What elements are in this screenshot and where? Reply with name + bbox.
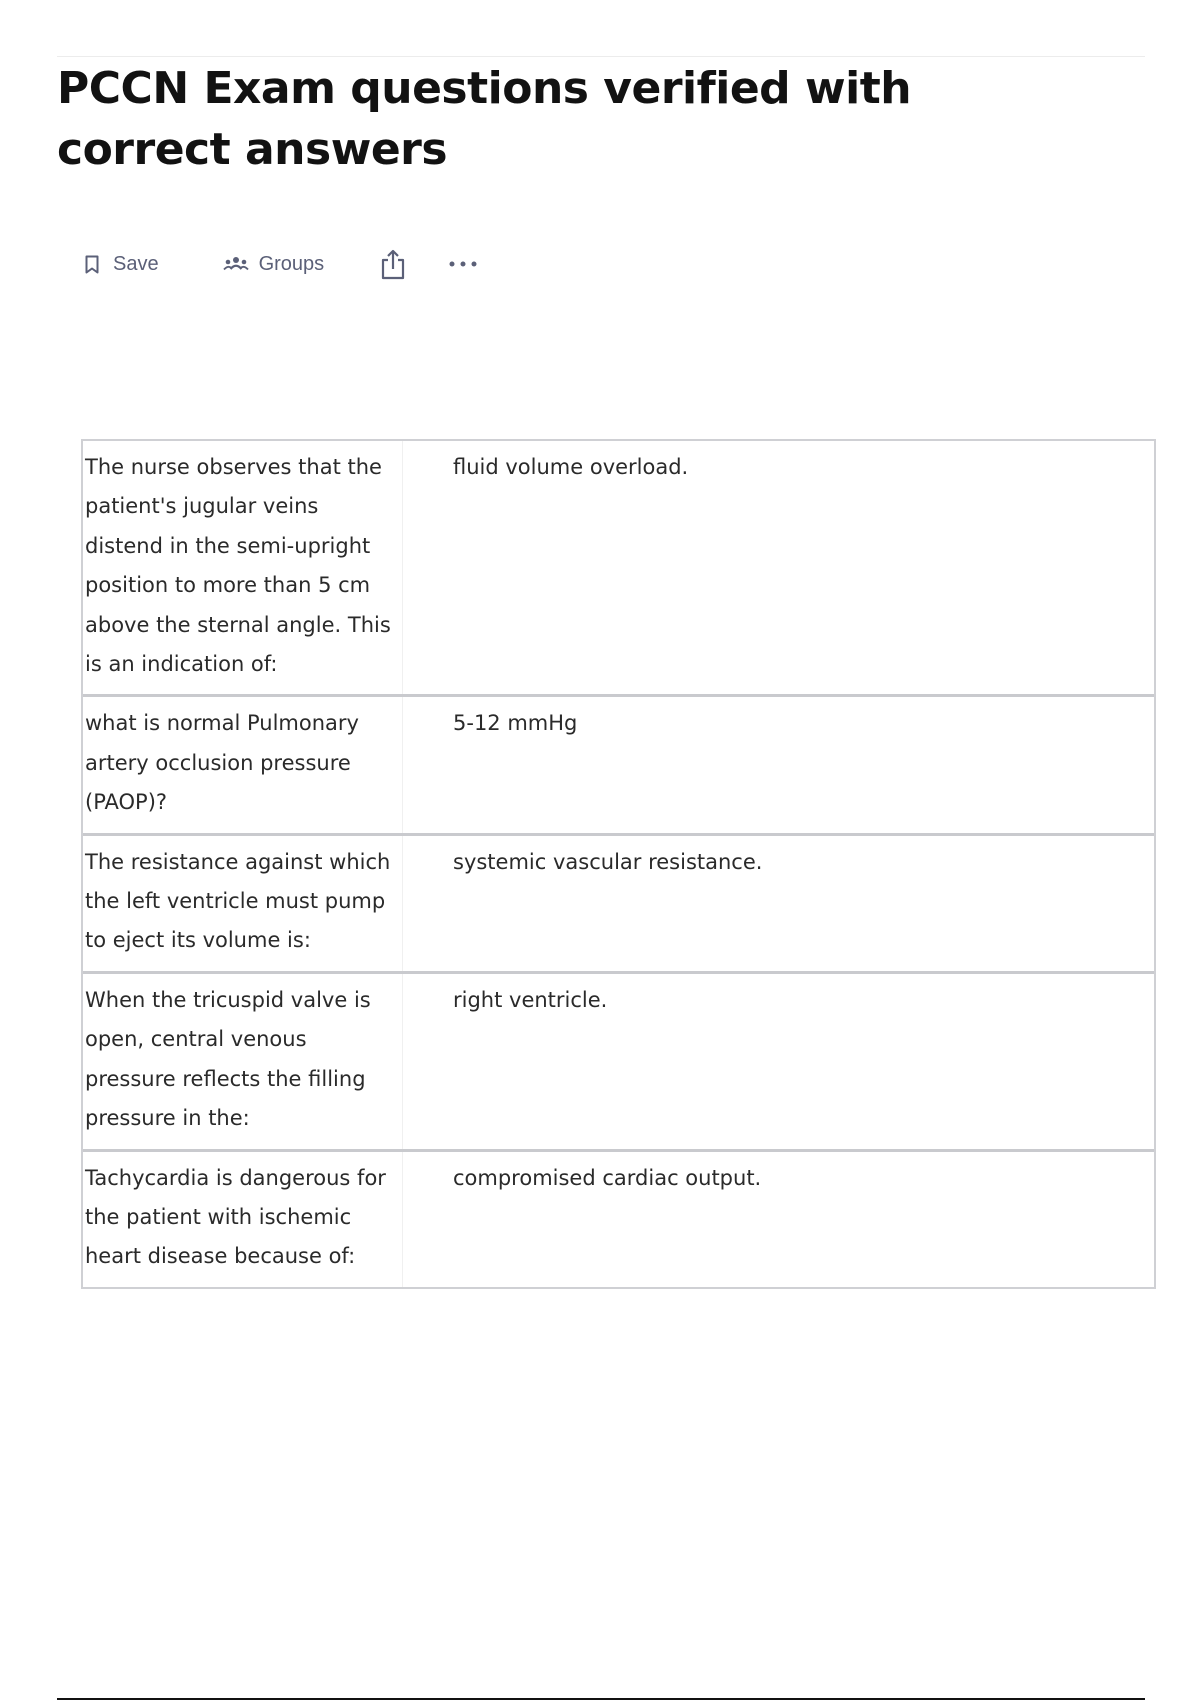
groups-label: Groups [258,252,325,275]
answer-cell: compromised cardiac output. [453,1165,762,1190]
question-cell: The resistance against which the left ventricle must pump to eject its volume is: [83,836,403,971]
save-label: Save [113,252,159,275]
share-button[interactable] [380,248,406,280]
answer-cell: 5-12 mmHg [453,711,578,736]
top-divider [57,56,1145,57]
bookmark-icon [85,255,99,274]
question-cell: Tachycardia is dangerous for the patient with ischemic heart disease because of: [83,1152,403,1287]
question-cell: what is normal Pulmonary artery occlusion pressure (PAOP)? [83,697,403,832]
save-button[interactable] [85,253,159,276]
people-icon [223,256,249,272]
qa-row [83,836,1154,974]
qa-table [81,439,1156,1289]
document-toolbar [85,244,478,284]
more-horizontal-icon [448,260,478,268]
qa-row [83,441,1154,697]
share-icon [380,248,406,280]
qa-row [83,697,1154,835]
qa-row [83,1152,1154,1287]
answer-cell: right ventricle. [453,987,608,1012]
page-title: PCCN Exam questions verified with correct answers [57,63,912,175]
answer-cell: systemic vascular resistance. [453,849,763,874]
answer-cell: fluid volume overload. [453,455,689,479]
question-cell: The nurse observes that the patient's jugular veins distend in the semi-upright position to more than 5 cm above the sternal angle. This is an indication of: [83,441,403,694]
more-options-button[interactable] [448,260,478,268]
groups-button[interactable] [223,253,325,276]
qa-row [83,974,1154,1152]
question-cell: When the tricuspid valve is open, central venous pressure reflects the filling pressure in the: [83,974,403,1149]
